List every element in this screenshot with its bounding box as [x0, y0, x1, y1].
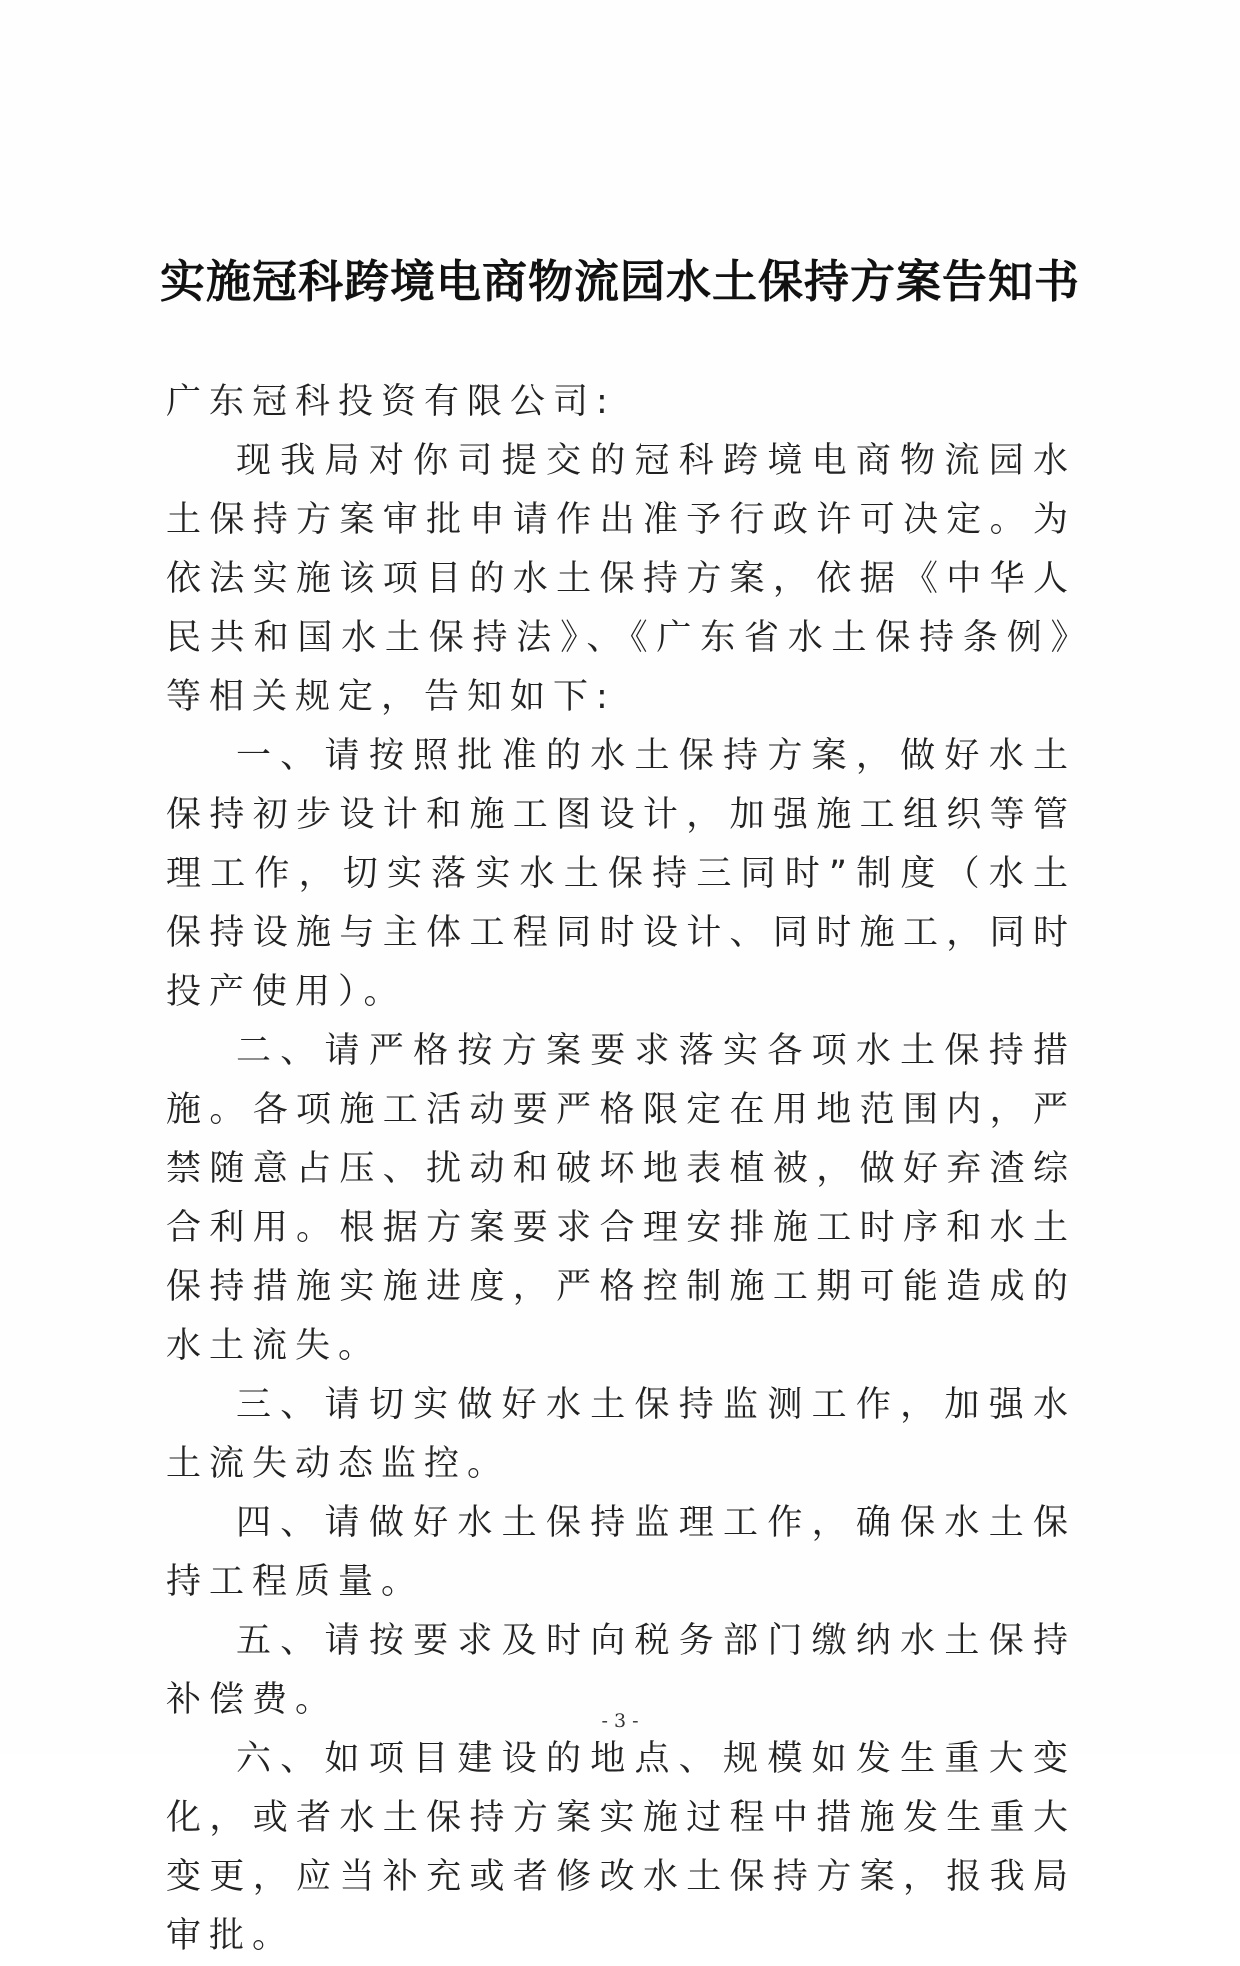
intro-paragraph: 现我局对你司提交的冠科跨境电商物流园水土保持方案审批申请作出准予行政许可决定。为依法实施该项目的水土保持方案，依据《中华人民共和国水土保持法》、《广东省水土保持条例》等相关规定，告知如下:	[166, 441, 1076, 717]
item-five-paragraph: 五、请按要求及时向税务部门缴纳水土保持补偿费。	[166, 1621, 1076, 1720]
item-one-paragraph: 一、请按照批准的水土保持方案，做好水土保持初步设计和施工图设计，加强施工组织等管理工作，切实落实水土保持三同时”制度（水土保持设施与主体工程同时设计、同时施工，同时投产使用）。	[166, 736, 1076, 1012]
item-six-paragraph: 六、如项目建设的地点、规模如发生重大变化，或者水土保持方案实施过程中措施发生重大变更，应当补充或者修改水土保持方案，报我局审批。	[166, 1739, 1076, 1956]
salutation: 广东冠科投资有限公司:	[166, 382, 616, 422]
item-three-paragraph: 三、请切实做好水土保持监测工作，加强水土流失动态监控。	[166, 1385, 1076, 1484]
page-number: - 3 -	[601, 1710, 639, 1732]
item-four-paragraph: 四、请做好水土保持监理工作，确保水土保持工程质量。	[166, 1503, 1076, 1602]
document-title: 实施冠科跨境电商物流园水土保持方案告知书	[159, 255, 1080, 308]
item-two-paragraph: 二、请严格按方案要求落实各项水土保持措施。各项施工活动要严格限定在用地范围内，严禁随意占压、扰动和破坏地表植被，做好弃渣综合利用。根据方案要求合理安排施工时序和水土保持措施实施进度，严格控制施工期可能造成的水土流失。	[166, 1031, 1076, 1366]
